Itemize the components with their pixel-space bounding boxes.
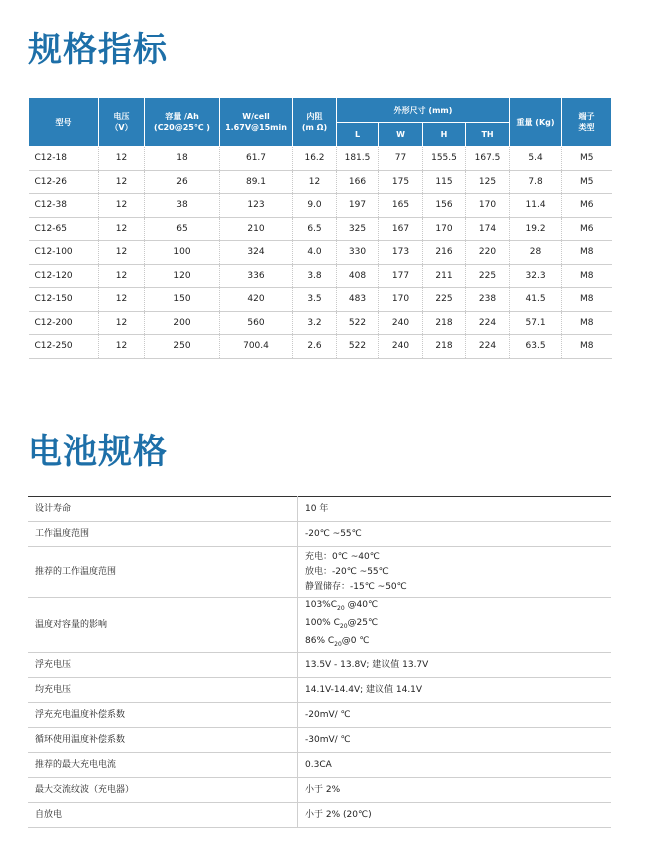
terminal-cell: M6 [562, 217, 612, 241]
temp-effect-label: 温度对容量的影响 [28, 598, 298, 653]
dim-l-cell: 197 [337, 194, 379, 218]
table-row [28, 653, 611, 678]
dim-th-cell: 224 [466, 311, 510, 335]
table-row [28, 803, 611, 828]
dim-w-cell: 165 [379, 194, 423, 218]
dim-h-cell: 155.5 [423, 147, 466, 171]
dim-l-cell: 522 [337, 335, 379, 359]
voltage-cell: 12 [99, 241, 145, 265]
dim-th-cell: 224 [466, 335, 510, 359]
dim-h-cell: 156 [423, 194, 466, 218]
max-charge-current-label: 推荐的最大充电电流 [28, 753, 298, 778]
dim-l-cell: 166 [337, 170, 379, 194]
wcell-cell: 324 [220, 241, 293, 265]
float-voltage-value: 13.5V - 13.8V; 建议值 13.7V [298, 653, 612, 678]
terminal-cell: M6 [562, 194, 612, 218]
model-cell: C12-26 [29, 170, 99, 194]
dim-h-cell: 211 [423, 264, 466, 288]
dim-w-cell: 167 [379, 217, 423, 241]
operating-temp-value: -20℃ ~55℃ [298, 522, 612, 547]
table-row [29, 288, 612, 312]
dim-h-cell: 218 [423, 311, 466, 335]
resistance-cell: 16.2 [293, 147, 337, 171]
voltage-cell: 12 [99, 264, 145, 288]
dim-w-cell: 177 [379, 264, 423, 288]
equalize-voltage-label: 均充电压 [28, 678, 298, 703]
header-dim-h: H [423, 123, 466, 147]
model-cell: C12-38 [29, 194, 99, 218]
weight-cell: 11.4 [510, 194, 562, 218]
resistance-cell: 3.2 [293, 311, 337, 335]
recommended-temp-value [298, 547, 612, 598]
voltage-cell: 12 [99, 311, 145, 335]
dim-l-cell: 330 [337, 241, 379, 265]
weight-cell: 57.1 [510, 311, 562, 335]
header-voltage: 电压 （V） [99, 98, 145, 147]
dim-w-cell: 240 [379, 335, 423, 359]
header-capacity: 容量 /Ah (C20@25℃ ) [145, 98, 220, 147]
table-row [28, 728, 611, 753]
table-row [29, 241, 612, 265]
header-dim-w: W [379, 123, 423, 147]
dim-h-cell: 115 [423, 170, 466, 194]
header-dimensions: 外形尺寸 (mm) [337, 98, 510, 123]
model-cell: C12-120 [29, 264, 99, 288]
weight-cell: 63.5 [510, 335, 562, 359]
charge-temp-line: 充电：0℃ ~40℃ [305, 551, 380, 562]
dim-h-cell: 170 [423, 217, 466, 241]
table-row [29, 264, 612, 288]
voltage-cell: 12 [99, 170, 145, 194]
dim-w-cell: 77 [379, 147, 423, 171]
table-row [29, 194, 612, 218]
header-dim-th: TH [466, 123, 510, 147]
header-wcell: W/cell 1.67V@15min [220, 98, 293, 147]
header-model: 型号 [29, 98, 99, 147]
dim-w-cell: 170 [379, 288, 423, 312]
capacity-cell: 26 [145, 170, 220, 194]
terminal-cell: M8 [562, 288, 612, 312]
header-terminal: 端子 类型 [562, 98, 612, 147]
header-resistance: 内阻 (m Ω) [293, 98, 337, 147]
voltage-cell: 12 [99, 288, 145, 312]
battery-spec-table [28, 496, 611, 828]
temp-effect-line-1: $103\%C_{20}$ @40℃ [305, 600, 379, 613]
dim-th-cell: 125 [466, 170, 510, 194]
table-row [29, 311, 612, 335]
header-weight: 重量 (Kg) [510, 98, 562, 147]
model-cell: C12-18 [29, 147, 99, 171]
dim-l-cell: 408 [337, 264, 379, 288]
max-ripple-value: 小于 2% [298, 778, 612, 803]
dim-th-cell: 170 [466, 194, 510, 218]
design-life-label: 设计寿命 [28, 497, 298, 522]
table-row [28, 497, 611, 522]
float-voltage-label: 浮充电压 [28, 653, 298, 678]
voltage-cell: 12 [99, 194, 145, 218]
float-temp-comp-label: 浮充充电温度补偿系数 [28, 703, 298, 728]
table-row [29, 170, 612, 194]
header-dim-l: L [337, 123, 379, 147]
capacity-cell: 18 [145, 147, 220, 171]
dim-th-cell: 167.5 [466, 147, 510, 171]
dim-th-cell: 225 [466, 264, 510, 288]
wcell-cell: 700.4 [220, 335, 293, 359]
capacity-cell: 38 [145, 194, 220, 218]
table-row [28, 778, 611, 803]
dim-h-cell: 225 [423, 288, 466, 312]
table-row [29, 335, 612, 359]
terminal-cell: M5 [562, 147, 612, 171]
terminal-cell: M8 [562, 311, 612, 335]
weight-cell: 32.3 [510, 264, 562, 288]
voltage-cell: 12 [99, 335, 145, 359]
spec-section-title: 规格指标 [28, 30, 168, 70]
resistance-cell: 3.8 [293, 264, 337, 288]
dim-l-cell: 325 [337, 217, 379, 241]
cycle-temp-comp-label: 循环使用温度补偿系数 [28, 728, 298, 753]
dim-th-cell: 174 [466, 217, 510, 241]
capacity-cell: 120 [145, 264, 220, 288]
max-charge-current-value: 0.3CA [298, 753, 612, 778]
model-cell: C12-65 [29, 217, 99, 241]
model-cell: C12-250 [29, 335, 99, 359]
cycle-temp-comp-value: -30mV/ ℃ [298, 728, 612, 753]
table-row [28, 522, 611, 547]
wcell-cell: 336 [220, 264, 293, 288]
storage-temp-line: 静置储存：-15℃ ~50℃ [305, 581, 407, 592]
weight-cell: 7.8 [510, 170, 562, 194]
capacity-cell: 250 [145, 335, 220, 359]
operating-temp-label: 工作温度范围 [28, 522, 298, 547]
design-life-value: 10 年 [298, 497, 612, 522]
dim-l-cell: 522 [337, 311, 379, 335]
max-ripple-label: 最大交流纹波（充电器） [28, 778, 298, 803]
temp-effect-line-3: 86% $C_{20}@0$ ℃ [305, 635, 370, 648]
table-row [29, 217, 612, 241]
equalize-voltage-value: 14.1V-14.4V; 建议值 14.1V [298, 678, 612, 703]
weight-cell: 5.4 [510, 147, 562, 171]
weight-cell: 41.5 [510, 288, 562, 312]
weight-cell: 28 [510, 241, 562, 265]
float-temp-comp-value: -20mV/ ℃ [298, 703, 612, 728]
terminal-cell: M8 [562, 335, 612, 359]
dim-h-cell: 216 [423, 241, 466, 265]
wcell-cell: 420 [220, 288, 293, 312]
table-row [28, 598, 611, 653]
capacity-cell: 100 [145, 241, 220, 265]
temp-effect-line-2: 100% $C_{20}@25℃$ [305, 618, 379, 630]
wcell-cell: 560 [220, 311, 293, 335]
dim-w-cell: 175 [379, 170, 423, 194]
dim-l-cell: 181.5 [337, 147, 379, 171]
dim-l-cell: 483 [337, 288, 379, 312]
wcell-cell: 123 [220, 194, 293, 218]
resistance-cell: 9.0 [293, 194, 337, 218]
wcell-cell: 210 [220, 217, 293, 241]
dim-h-cell: 218 [423, 335, 466, 359]
battery-section-title: 电池规格 [28, 432, 168, 472]
temp-effect-value [298, 598, 612, 653]
model-cell: C12-150 [29, 288, 99, 312]
resistance-cell: 4.0 [293, 241, 337, 265]
discharge-temp-line: 放电：-20℃ ~55℃ [305, 566, 389, 577]
resistance-cell: 2.6 [293, 335, 337, 359]
self-discharge-value: 小于 2% (20℃) [298, 803, 612, 828]
wcell-cell: 61.7 [220, 147, 293, 171]
capacity-cell: 200 [145, 311, 220, 335]
dim-w-cell: 173 [379, 241, 423, 265]
recommended-temp-label: 推荐的工作温度范围 [28, 547, 298, 598]
dim-w-cell: 240 [379, 311, 423, 335]
table-row [28, 753, 611, 778]
model-cell: C12-100 [29, 241, 99, 265]
weight-cell: 19.2 [510, 217, 562, 241]
resistance-cell: 12 [293, 170, 337, 194]
table-row [28, 703, 611, 728]
terminal-cell: M5 [562, 170, 612, 194]
terminal-cell: M8 [562, 264, 612, 288]
wcell-cell: 89.1 [220, 170, 293, 194]
table-row [28, 547, 611, 598]
spec-table-body [29, 147, 612, 359]
capacity-cell: 150 [145, 288, 220, 312]
spec-table [28, 97, 612, 359]
resistance-cell: 6.5 [293, 217, 337, 241]
self-discharge-label: 自放电 [28, 803, 298, 828]
dim-th-cell: 238 [466, 288, 510, 312]
terminal-cell: M8 [562, 241, 612, 265]
table-row [29, 147, 612, 171]
dim-th-cell: 220 [466, 241, 510, 265]
resistance-cell: 3.5 [293, 288, 337, 312]
table-row [28, 678, 611, 703]
model-cell: C12-200 [29, 311, 99, 335]
voltage-cell: 12 [99, 217, 145, 241]
voltage-cell: 12 [99, 147, 145, 171]
capacity-cell: 65 [145, 217, 220, 241]
